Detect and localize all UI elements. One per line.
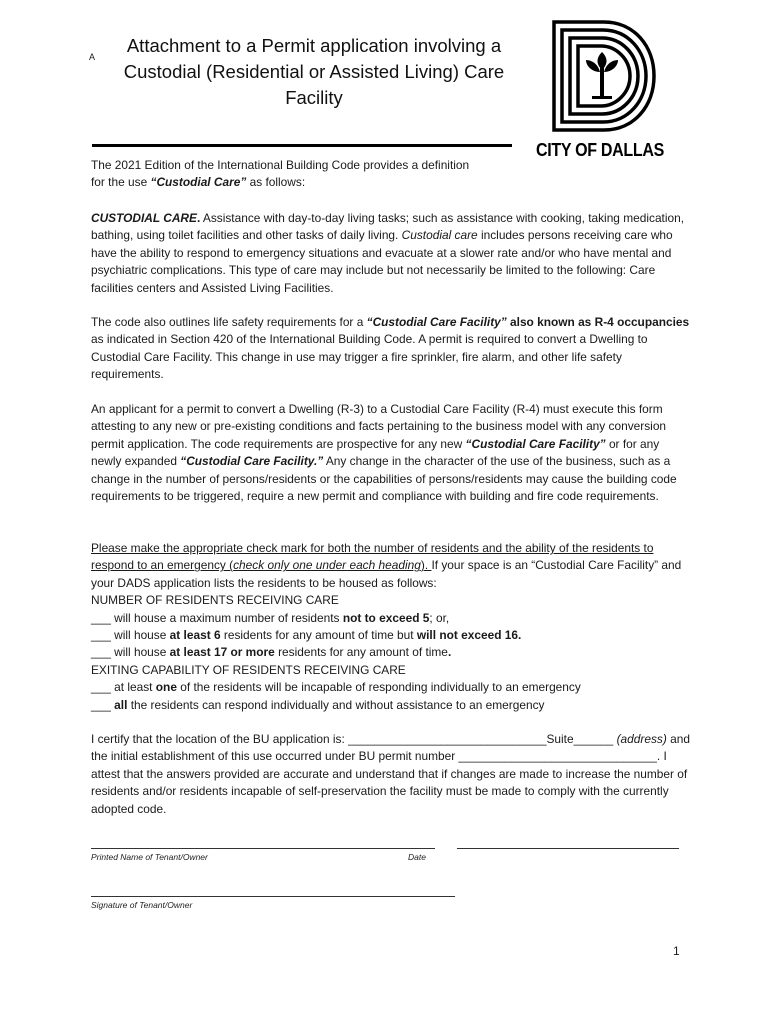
code-text-a: The code also outlines life safety requirements for a xyxy=(91,315,367,329)
checklist-section xyxy=(91,540,691,714)
title-underline-rule xyxy=(92,144,512,147)
applicant-text-e: Any change in the character of the use of the business, such as a change in the number of persons/residents or the capabilities of persons/residents may cause the building code requirements to be triggered, require a new permit and compliance with building and fire code requirements. xyxy=(91,454,677,504)
code-facility-term: “Custodial Care Facility” xyxy=(366,315,507,329)
option-2-text: ___ will house xyxy=(91,628,170,643)
option-3-text: ___ will house xyxy=(91,645,170,660)
signature-label: Signature of Tenant/Owner xyxy=(91,900,193,910)
date-label: Date xyxy=(408,852,426,862)
option-1-bold: not to exceed 5 xyxy=(342,610,430,625)
option-1-text: ___ will house a maximum number of residents xyxy=(91,610,343,625)
intro-paragraph xyxy=(91,157,691,192)
applicant-paragraph xyxy=(91,401,691,505)
applicant-text-c: or for any newly expanded xyxy=(91,436,660,469)
printed-name-line[interactable] xyxy=(91,848,435,849)
definition-term: CUSTODIAL CARE xyxy=(91,211,197,225)
exiting-option-2[interactable] xyxy=(91,697,691,714)
page-number: 1 xyxy=(673,944,680,958)
option-3-period: . xyxy=(447,645,452,660)
city-of-dallas-wordmark: CITY OF DALLAS xyxy=(536,141,664,161)
exit-option-2-bold: all xyxy=(114,697,128,712)
option-1-end: ; or, xyxy=(429,610,450,625)
applicant-text-a: An applicant for a permit to convert a Dwelling (R-3) to a Custodial Care Facility (R-4) must execute this form attesting to any new or pre-existing conditions and facts pertaining to the business model with any conversion permit application. The code requirements are prospective for any new xyxy=(91,402,667,451)
applicant-term-1: “Custodial Care Facility” xyxy=(465,436,606,451)
certify-text-c: and the initial establishment of this use occurred under BU permit number ______________________________. I attest that the answers provided are accurate and understand that if changes are made to increase the number of residents and/or residents incapable of self-preservation the facility must be made to comply with the currently adopted code. xyxy=(91,732,690,816)
certify-address-label: (address) xyxy=(616,732,667,746)
residents-option-1[interactable] xyxy=(91,610,691,627)
option-2-bold-1: at least 6 xyxy=(169,628,221,643)
instructions-underlined-italic: check only one under each heading xyxy=(233,558,421,573)
custodial-care-definition xyxy=(91,210,691,297)
definition-term-2: Custodial care xyxy=(401,228,478,243)
date-line[interactable] xyxy=(457,848,679,849)
exit-option-2-end: the residents can respond individually and without assistance to an emergency xyxy=(127,697,545,712)
exit-option-2-text: ___ xyxy=(91,697,115,712)
definition-dot: . xyxy=(196,211,201,225)
printed-name-label: Printed Name of Tenant/Owner xyxy=(91,852,208,862)
certify-text-a: I certify that the location of the BU application is: ______________________________Suite______ xyxy=(91,732,617,746)
residents-heading: NUMBER OF RESIDENTS RECEIVING CARE xyxy=(91,593,339,608)
exit-option-1-bold: one xyxy=(155,680,177,695)
stray-mark: A xyxy=(89,52,96,62)
city-of-dallas-logo-icon xyxy=(552,20,656,132)
document-title: Attachment to a Permit application involving a Custodial (Residential or Assisted Living) Care Facility xyxy=(123,35,505,108)
signature-line[interactable] xyxy=(91,896,455,897)
intro-line-1: The 2021 Edition of the International Building Code provides a definition xyxy=(91,158,470,172)
code-occupancy-term: also known as R-4 occupancies xyxy=(506,315,690,329)
exiting-heading: EXITING CAPABILITY OF RESIDENTS RECEIVING CARE xyxy=(91,662,406,677)
applicant-term-2: “Custodial Care Facility.” xyxy=(180,454,324,469)
intro-term: “Custodial Care” xyxy=(150,175,247,190)
instructions-text: If your space is an “Custodial Care Facility” and your DADS application lists the residents to be housed as follows: xyxy=(91,558,682,590)
residents-option-2[interactable] xyxy=(91,627,691,644)
code-text-d: as indicated in Section 420 of the International Building Code. A permit is required to convert a Dwelling to Custodial Care Facility. This change in use may trigger a fire sprinkler, fire alarm, and other life safety requirements. xyxy=(91,332,648,382)
intro-line-2: for the use xyxy=(91,175,151,190)
instructions-underlined-3: ). xyxy=(420,558,432,573)
option-2-bold-2: will not exceed 16. xyxy=(416,628,522,643)
definition-text-2: includes persons receiving care who have the ability to respond to emergency situations and evacuate at a slower rate and/or who have mental and psychiatric complications. This type of care may include but not necessarily be limited to the following: Care facilities centers and Assisted Living Facilities. xyxy=(91,228,673,295)
option-3-bold: at least 17 or more xyxy=(169,645,275,660)
code-requirements-paragraph xyxy=(91,314,691,384)
exit-option-1-end: of the residents will be incapable of responding individually to an emergency xyxy=(176,680,581,695)
exiting-option-1[interactable] xyxy=(91,679,691,696)
option-2-mid: residents for any amount of time but xyxy=(220,628,417,643)
option-3-end: residents for any amount of time xyxy=(274,645,448,660)
definition-text-1: Assistance with day-to-day living tasks; such as assistance with cooking, taking medication, bathing, using toilet facilities and other tasks of daily living. xyxy=(91,211,685,243)
exit-option-1-text: ___ at least xyxy=(91,680,156,695)
instructions-underlined-1: Please make the appropriate check mark for both the number of residents and the ability of the residents to respond to an emergency ( xyxy=(91,541,654,573)
certification-paragraph xyxy=(91,731,691,818)
intro-line-2-end: as follows: xyxy=(246,175,306,190)
residents-option-3[interactable] xyxy=(91,644,691,661)
